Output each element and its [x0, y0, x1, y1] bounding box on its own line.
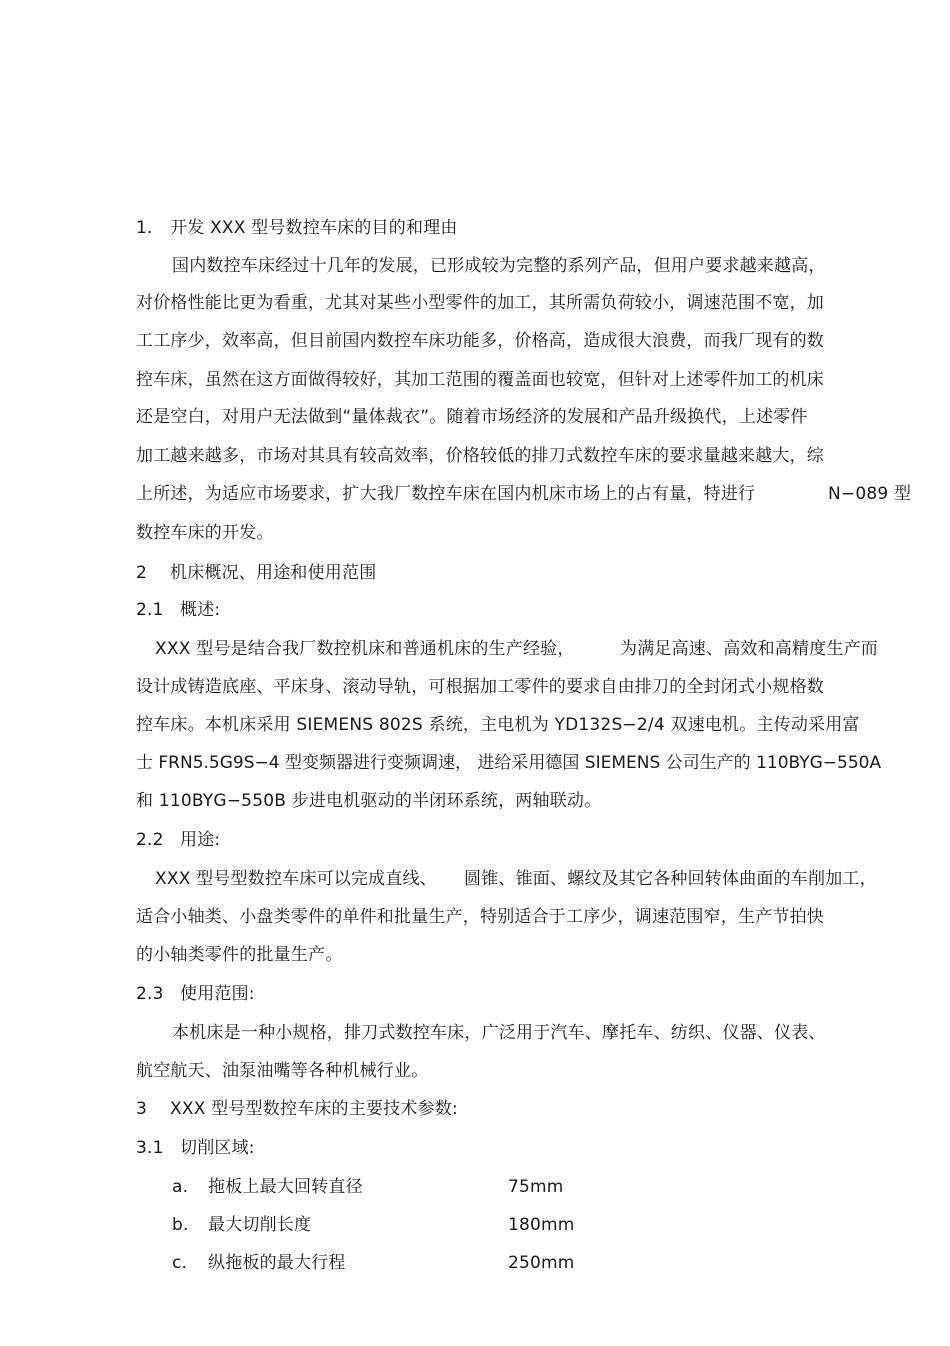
paragraph-line: 为满足高速、高效和高精度生产而 — [620, 639, 878, 659]
section-title: 机床概况、用途和使用范围 — [170, 563, 377, 583]
paragraph-line: 工工序少，效率高，但目前国内数控车床功能多，价格高，造成很大浪费，而我厂现有的数 — [136, 331, 824, 351]
paragraph-line: 的小轴类零件的批量生产。 — [136, 945, 343, 965]
section-title: 开发 XXX 型号数控车床的目的和理由 — [170, 218, 458, 238]
spec-row — [172, 1251, 575, 1275]
paragraph-line: XXX 型号型数控车床可以完成直线、 — [155, 869, 437, 889]
paragraph-line: 圆锥、锥面、螺纹及其它各种回转体曲面的车削加工， — [464, 869, 877, 889]
spec-name: 最大切削长度 — [208, 1215, 312, 1235]
subsection-title: 切削区域: — [180, 1138, 255, 1158]
paragraph-line: 本机床是一种小规格，排刀式数控车床，广泛用于汽车、摩托车、纺织、仪器、仪表、 — [172, 1023, 826, 1043]
section-3-heading — [136, 1097, 458, 1121]
spec-name: 纵拖板的最大行程 — [208, 1253, 346, 1273]
paragraph-line: 对价格性能比更为看重，尤其对某些小型零件的加工，其所需负荷较小，调速范围不宽，加 — [136, 293, 824, 313]
paragraph-line: 数控车床的开发。 — [136, 523, 274, 543]
section-number: 2 — [136, 563, 148, 583]
subsection-title: 用途: — [180, 830, 221, 850]
paragraph-line: 航空航天、油泵油嘴等各种机械行业。 — [136, 1061, 429, 1081]
subsection-3-1-heading — [136, 1136, 255, 1160]
paragraph-line: 还是空白，对用户无法做到“量体裁衣”。随着市场经济的发展和产品升级换代，上述零件 — [136, 407, 808, 427]
subsection-title: 使用范围: — [180, 984, 255, 1004]
section-number: 1. — [136, 218, 153, 238]
spec-value: 75mm — [508, 1177, 564, 1197]
spec-label: a. — [172, 1177, 189, 1197]
spec-label: b. — [172, 1215, 189, 1235]
model-number: N−089 型 — [828, 484, 912, 504]
section-title: XXX 型号型数控车床的主要技术参数: — [170, 1099, 458, 1119]
subsection-number: 2.1 — [136, 600, 164, 620]
subsection-number: 3.1 — [136, 1138, 164, 1158]
spec-row — [172, 1175, 564, 1199]
paragraph-line: 和 110BYG−550B 步进电机驱动的半闭环系统，两轴联动。 — [136, 791, 602, 811]
spec-value: 250mm — [508, 1253, 575, 1273]
subsection-2-1-heading — [136, 598, 220, 622]
paragraph-line: 国内数控车床经过十几年的发展，已形成较为完整的系列产品，但用户要求越来越高， — [172, 256, 826, 276]
paragraph-line: 士 FRN5.5G9S−4 型变频器进行变频调速， 进给采用德国 SIEMENS 公司生产的 110BYG−550A — [136, 753, 882, 773]
spec-name: 拖板上最大回转直径 — [208, 1177, 363, 1197]
spec-value: 180mm — [508, 1215, 575, 1235]
subsection-2-2-heading — [136, 828, 220, 852]
paragraph-line: XXX 型号是结合我厂数控机床和普通机床的生产经验， — [155, 639, 575, 659]
section-number: 3 — [136, 1099, 148, 1119]
paragraph-line: 控车床，虽然在这方面做得较好，其加工范围的覆盖面也较宽，但针对上述零件加工的机床 — [136, 370, 824, 390]
subsection-title: 概述: — [180, 600, 221, 620]
paragraph-line: 加工越来越多，市场对其具有较高效率，价格较低的排刀式数控车床的要求量越来越大，综 — [136, 446, 824, 466]
subsection-number: 2.3 — [136, 984, 164, 1004]
subsection-number: 2.2 — [136, 830, 164, 850]
spec-row — [172, 1213, 575, 1237]
spec-label: c. — [172, 1253, 188, 1273]
paragraph-line: 控车床。本机床采用 SIEMENS 802S 系统，主电机为 YD132S−2/4 双速电机。主传动采用富 — [136, 715, 860, 735]
section-2-heading — [136, 561, 376, 585]
subsection-2-3-heading — [136, 982, 255, 1006]
paragraph-line: 适合小轴类、小盘类零件的单件和批量生产，特别适合于工序少，调速范围窄，生产节拍快 — [136, 907, 824, 927]
section-1-heading — [136, 216, 458, 240]
paragraph-line: 上所述，为适应市场要求，扩大我厂数控车床在国内机床市场上的占有量，特进行 — [136, 484, 756, 504]
paragraph-line: 设计成铸造底座、平床身、滚动导轨，可根据加工零件的要求自由排刀的全封闭式小规格数 — [136, 677, 824, 697]
